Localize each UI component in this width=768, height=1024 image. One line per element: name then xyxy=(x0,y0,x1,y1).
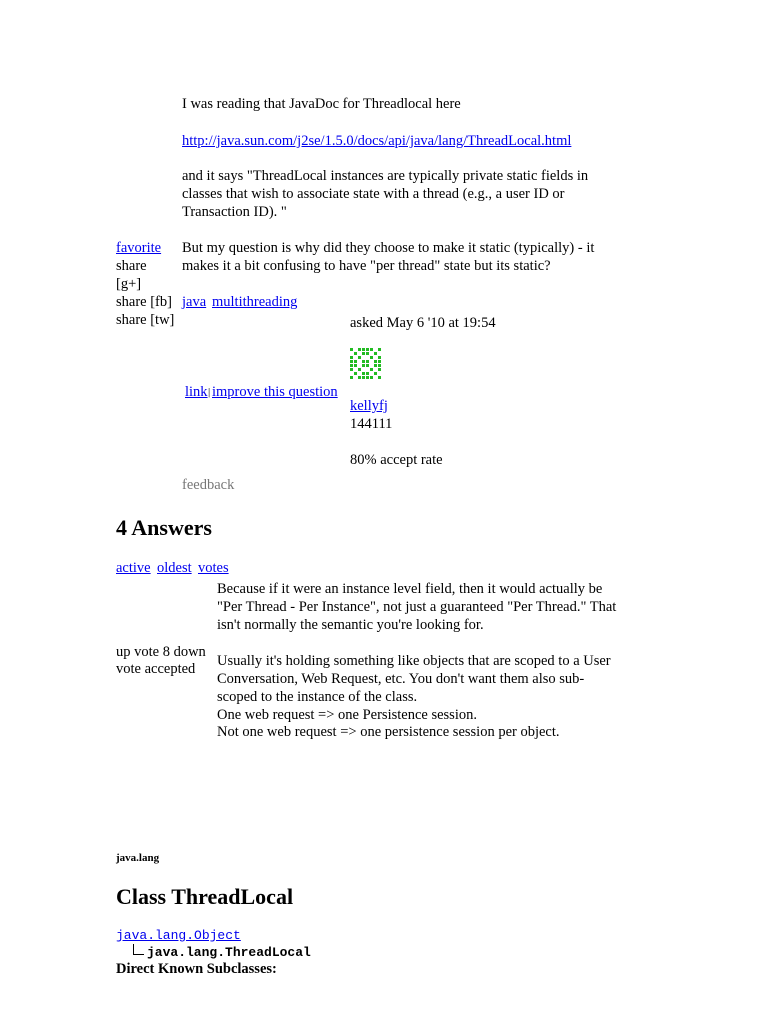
answer-text-line: isn't normally the semantic you're looking for. xyxy=(217,617,484,633)
tag-multithreading[interactable]: multithreading xyxy=(212,294,298,310)
class-title: Class ThreadLocal xyxy=(116,884,294,909)
share-facebook[interactable]: share [fb] xyxy=(116,294,172,310)
sort-tab-oldest[interactable]: oldest xyxy=(157,560,192,576)
answers-heading: 4 Answers xyxy=(116,515,212,540)
this-class-name: java.lang.ThreadLocal xyxy=(147,945,311,960)
user-accept-rate: 80% accept rate xyxy=(350,452,443,468)
identicon-avatar-icon[interactable] xyxy=(350,348,382,380)
answer-text-line: Because if it were an instance level field, then it would actually be xyxy=(217,581,603,597)
question-quote-line: Transaction ID). " xyxy=(182,204,287,220)
answer-text-line: "Per Thread - Per Instance", not just a guaranteed "Per Thread." That xyxy=(217,599,617,615)
inheritance-tree-line xyxy=(133,944,144,955)
sort-tab-votes[interactable]: votes xyxy=(198,560,229,576)
vote-info-line[interactable]: up vote 8 down xyxy=(116,644,206,660)
improve-question-link[interactable]: improve this question xyxy=(212,384,338,400)
link-separator: | xyxy=(208,386,211,398)
asked-date: asked May 6 '10 at 19:54 xyxy=(350,315,496,331)
answer-text-line: Conversation, Web Request, etc. You don't want them also sub- xyxy=(217,671,585,687)
user-name-link[interactable]: kellyfj xyxy=(350,398,388,414)
answer-text-line: One web request => one Persistence session. xyxy=(217,707,477,723)
sort-tab-active[interactable]: active xyxy=(116,560,151,576)
javadoc-url-link[interactable]: http://java.sun.com/j2se/1.5.0/docs/api/java/lang/ThreadLocal.html xyxy=(182,133,572,149)
share-label[interactable]: share xyxy=(116,258,147,274)
answer-text-line: scoped to the instance of the class. xyxy=(217,689,418,705)
question-body-line: But my question is why did they choose to make it static (typically) - it xyxy=(182,240,595,256)
feedback-link[interactable]: feedback xyxy=(182,477,235,493)
subclasses-label: Direct Known Subclasses: xyxy=(116,961,277,977)
user-reputation: 144111 xyxy=(350,416,393,432)
question-link[interactable]: link xyxy=(185,384,208,400)
package-name: java.lang xyxy=(116,852,160,864)
answer-text-line: Usually it's holding something like objects that are scoped to a User xyxy=(217,653,611,669)
share-twitter[interactable]: share [tw] xyxy=(116,312,175,328)
tag-java[interactable]: java xyxy=(182,294,207,310)
question-body-line: makes it a bit confusing to have "per thread" state but its static? xyxy=(182,258,551,274)
share-gplus[interactable]: [g+] xyxy=(116,276,142,292)
favorite-link[interactable]: favorite xyxy=(116,240,162,256)
question-quote-line: and it says "ThreadLocal instances are typically private static fields in xyxy=(182,168,589,184)
question-quote-line: classes that wish to associate state with a thread (e.g., a user ID or xyxy=(182,186,565,202)
parent-class-link[interactable]: java.lang.Object xyxy=(116,928,241,943)
vote-info-line: vote accepted xyxy=(116,661,196,677)
question-intro: I was reading that JavaDoc for Threadlocal here xyxy=(182,96,461,112)
answer-text-line: Not one web request => one persistence session per object. xyxy=(217,724,560,740)
